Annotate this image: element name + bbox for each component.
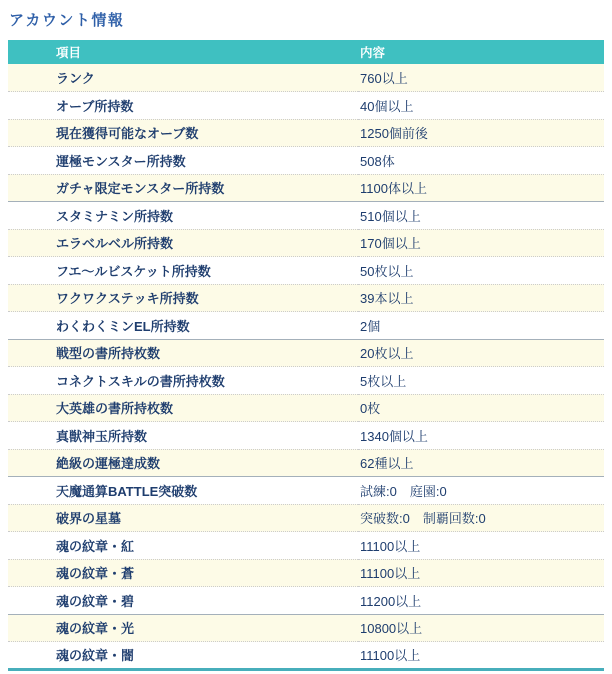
table-row	[8, 339, 604, 367]
value-cell: 10800以上	[358, 614, 604, 642]
table-row	[8, 312, 604, 340]
table-row	[8, 504, 604, 532]
item-cell: ガチャ限定モンスター所持数	[8, 174, 358, 202]
table-row	[8, 477, 604, 505]
account-table-header	[8, 40, 604, 64]
item-cell: 魂の紋章・紅	[8, 532, 358, 560]
table-row	[8, 422, 604, 450]
table-row	[8, 147, 604, 175]
column-header-item: 項目	[8, 40, 358, 64]
item-cell: 魂の紋章・碧	[8, 587, 358, 615]
value-cell: 62種以上	[358, 449, 604, 477]
table-row	[8, 119, 604, 147]
table-row	[8, 367, 604, 395]
value-cell: 11100以上	[358, 642, 604, 670]
table-row	[8, 532, 604, 560]
table-row	[8, 64, 604, 92]
item-cell: 魂の紋章・光	[8, 614, 358, 642]
page-title: アカウント情報	[9, 12, 125, 29]
header-row	[8, 40, 604, 64]
table-row	[8, 229, 604, 257]
table-row	[8, 257, 604, 285]
table-row	[8, 174, 604, 202]
value-cell: 510個以上	[358, 202, 604, 230]
value-cell: 508体	[358, 147, 604, 175]
item-cell: 運極モンスター所持数	[8, 147, 358, 175]
value-cell: 突破数:0 制覇回数:0	[358, 504, 604, 532]
value-cell: 1250個前後	[358, 119, 604, 147]
value-cell: 50枚以上	[358, 257, 604, 285]
table-row	[8, 614, 604, 642]
table-row	[8, 394, 604, 422]
value-cell: 試練:0 庭園:0	[358, 477, 604, 505]
item-cell: 魂の紋章・蒼	[8, 559, 358, 587]
value-cell: 760以上	[360, 71, 408, 86]
value-cell: 0枚	[358, 394, 604, 422]
table-row	[8, 559, 604, 587]
account-table	[8, 40, 604, 671]
table-row	[8, 284, 604, 312]
table-row	[8, 449, 604, 477]
item-cell: わくわくミンEL所持数	[8, 312, 358, 340]
item-cell: エラベルベル所持数	[8, 229, 358, 257]
value-cell: 1340個以上	[358, 422, 604, 450]
table-row	[8, 92, 604, 120]
value-cell: 40個以上	[358, 92, 604, 120]
account-table-body	[8, 64, 604, 669]
table-row	[8, 202, 604, 230]
value-cell: 11200以上	[358, 587, 604, 615]
item-cell: 真獣神玉所持数	[8, 422, 358, 450]
item-cell: 魂の紋章・闇	[8, 642, 358, 670]
item-cell: スタミナミン所持数	[8, 202, 358, 230]
item-cell: 絶級の運極達成数	[8, 449, 358, 477]
item-cell: 現在獲得可能なオーブ数	[8, 119, 358, 147]
value-cell: 39本以上	[358, 284, 604, 312]
value-cell: 11100以上	[358, 559, 604, 587]
value-cell: 1100体以上	[358, 174, 604, 202]
column-header-value: 内容	[358, 40, 604, 64]
item-cell: オーブ所持数	[8, 92, 358, 120]
item-cell: ランク	[56, 71, 95, 86]
value-cell: 11100以上	[358, 532, 604, 560]
value-cell: 5枚以上	[358, 367, 604, 395]
item-cell: 天魔通算BATTLE突破数	[8, 477, 358, 505]
value-cell: 20枚以上	[358, 339, 604, 367]
value-cell: 2個	[358, 312, 604, 340]
item-cell: コネクトスキルの書所持枚数	[8, 367, 358, 395]
item-cell: 戦型の書所持枚数	[8, 339, 358, 367]
item-cell: 大英雄の書所持枚数	[8, 394, 358, 422]
table-row	[8, 642, 604, 670]
table-row	[8, 587, 604, 615]
item-cell: ワクワクステッキ所持数	[8, 284, 358, 312]
item-cell: 破界の星墓	[8, 504, 358, 532]
value-cell: 170個以上	[358, 229, 604, 257]
item-cell: フエ〜ルビスケット所持数	[8, 257, 358, 285]
